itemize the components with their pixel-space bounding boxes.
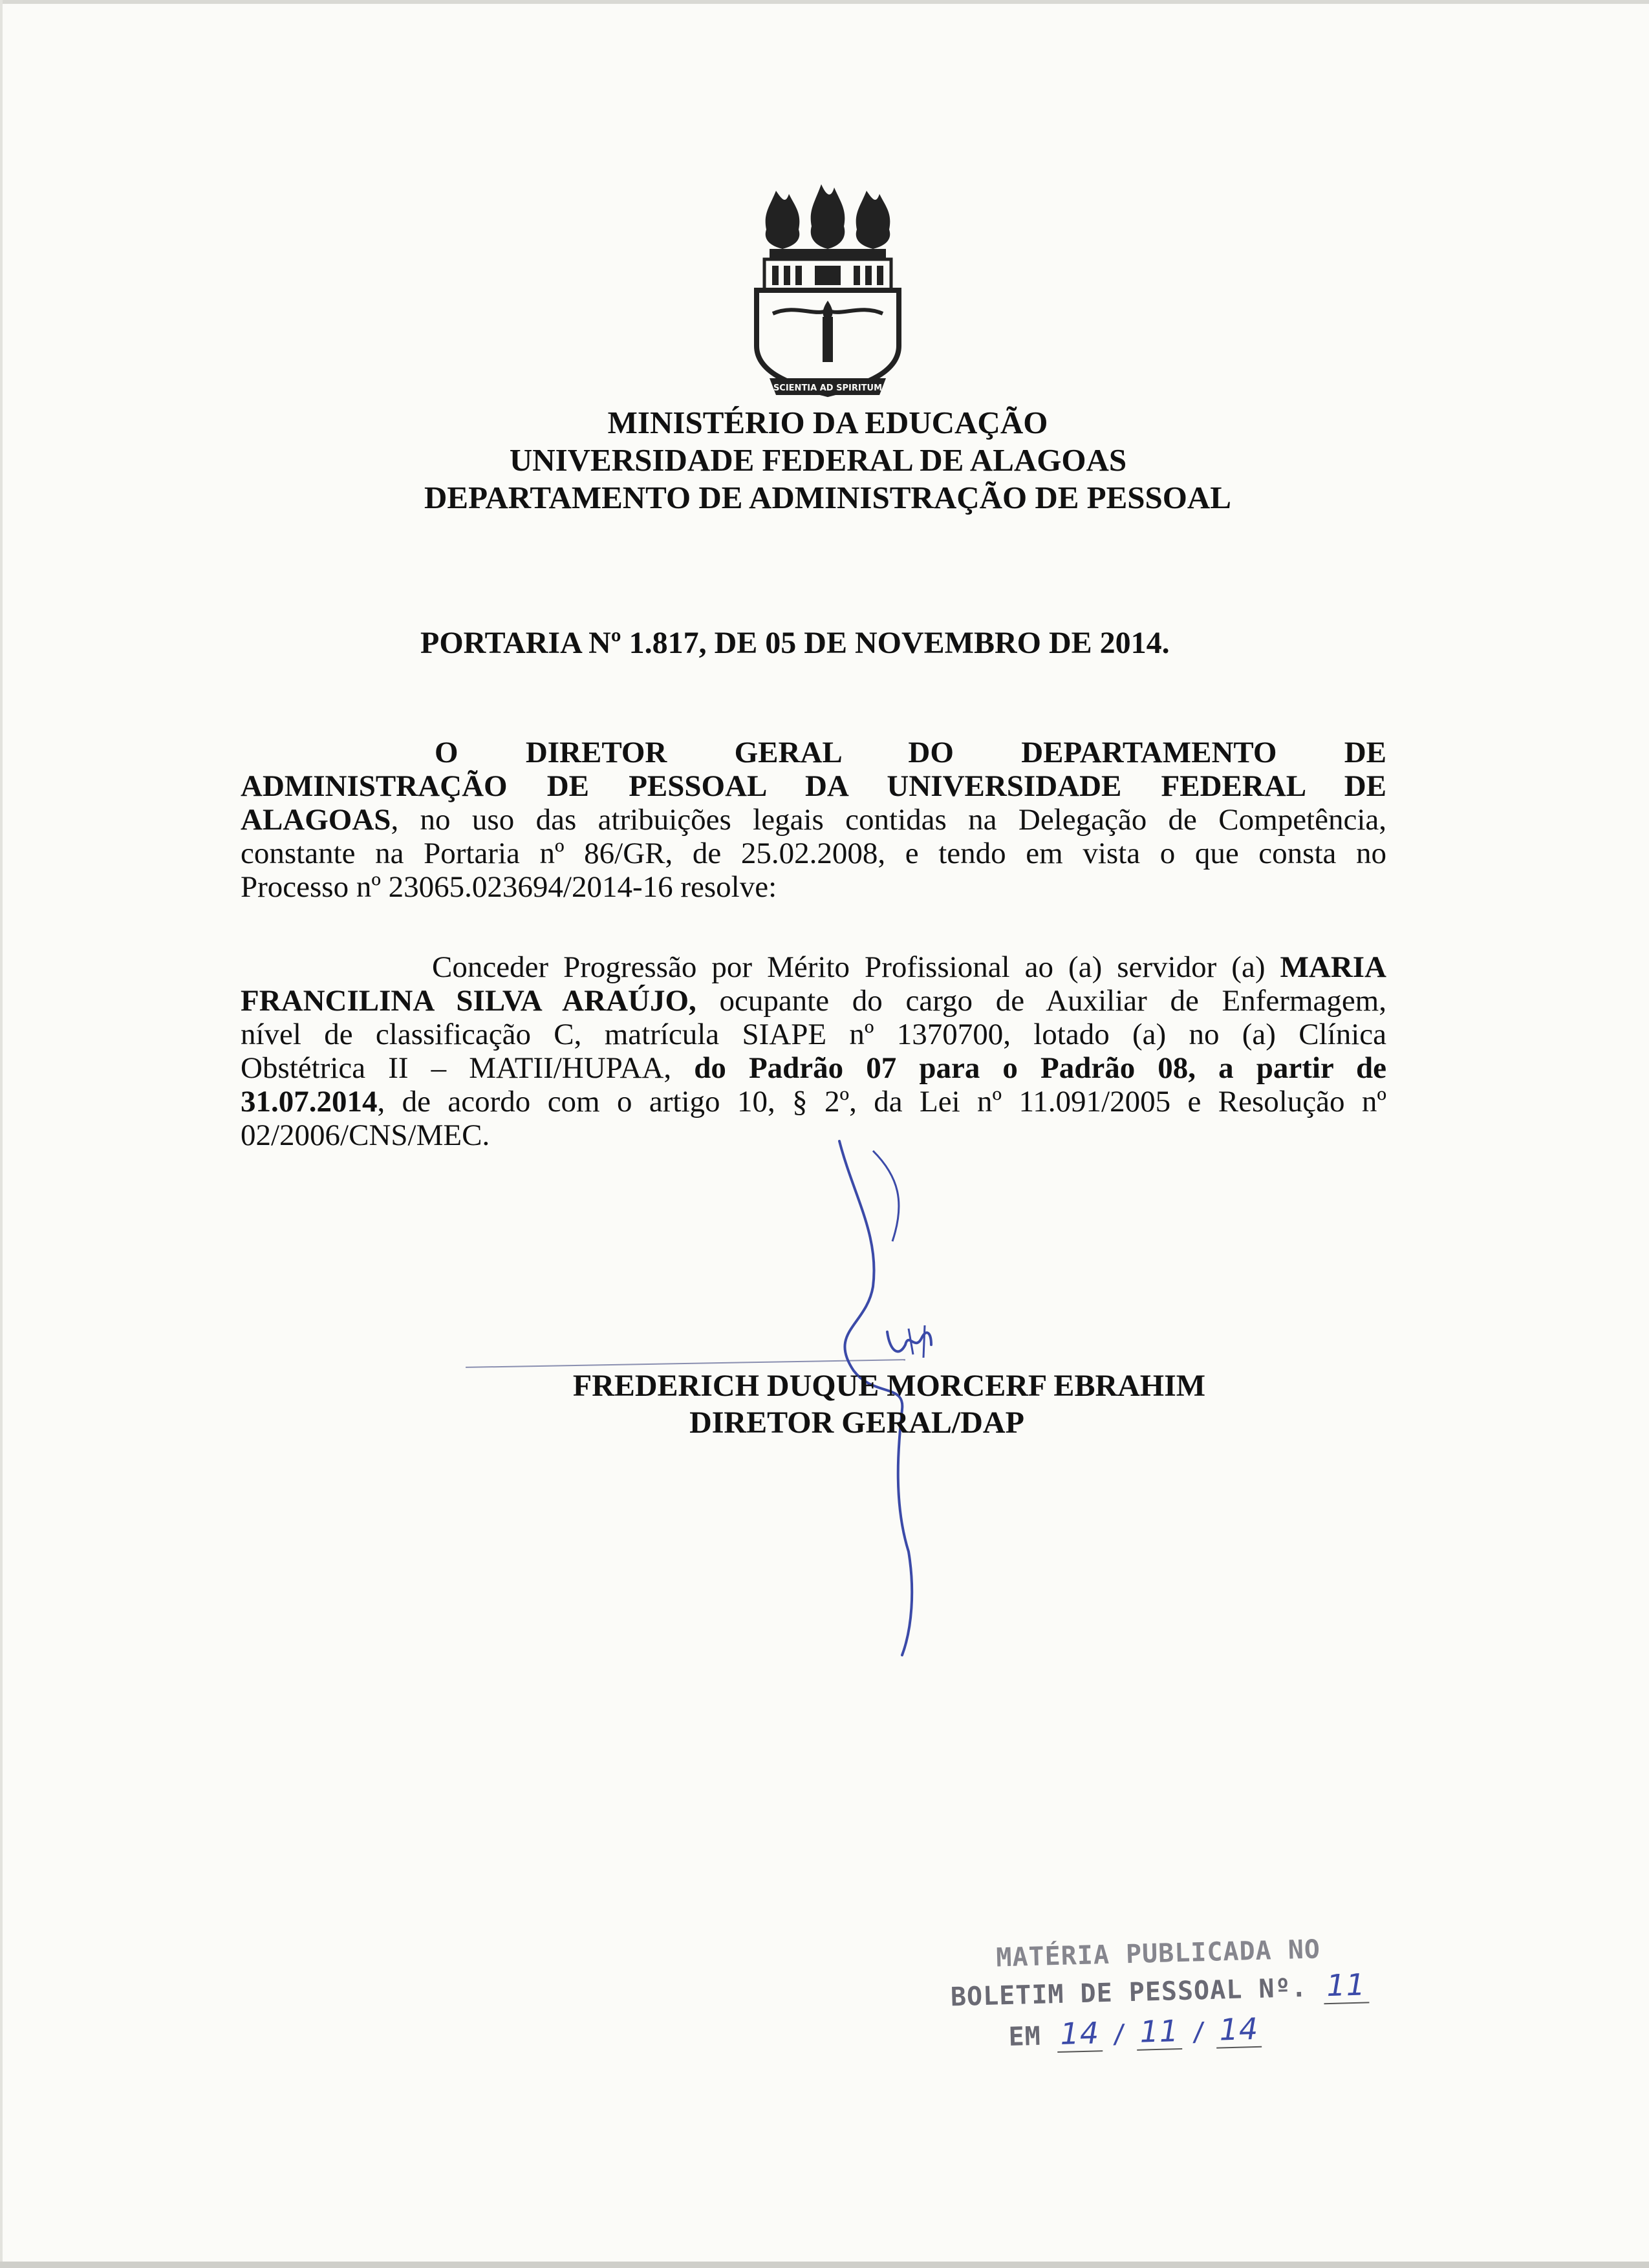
resolution-line-4-text: Obstétrica II – MATII/HUPAA, — [241, 1051, 695, 1085]
university-coat-of-arms-icon — [750, 184, 905, 404]
preamble-line-3-bold: ALAGOAS — [241, 803, 391, 837]
resolution-line-1-bold: MARIA — [1280, 950, 1386, 984]
effective-date: 31.07.2014 — [241, 1085, 378, 1118]
scan-edge-left — [0, 0, 3, 2268]
portaria-title: PORTARIA Nº 1.817, DE 05 DE NOVEMBRO DE 2014. — [420, 626, 1170, 660]
resolution-line-5 — [241, 1085, 1386, 1118]
emblem-motto: SCIENTIA AD SPIRITUM — [773, 383, 883, 393]
publication-stamp — [949, 1934, 1366, 2056]
preamble-line-5: Processo nº 23065.023694/2014-16 resolve: — [241, 870, 777, 904]
resolution-line-2-rest: ocupante do cargo de Auxiliar de Enfermagem, — [696, 984, 1386, 1018]
signature-line — [466, 1359, 905, 1368]
signer-role: DIRETOR GERAL/DAP — [689, 1406, 1024, 1440]
resolution-line-1-text: Conceder Progressão por Mérito Profissional ao (a) servidor (a) — [432, 950, 1280, 984]
stamp-line-3 — [951, 2010, 1314, 2056]
stamp-date-prefix: EM — [1008, 2021, 1042, 2052]
header-department: DEPARTAMENTO DE ADMINISTRAÇÃO DE PESSOAL — [424, 480, 1231, 515]
preamble-line-3 — [241, 803, 1386, 837]
resolution-line-5-rest: , de acordo com o artigo 10, § 2º, da Lei nº 11.091/2005 e Resolução nº — [377, 1085, 1386, 1118]
resolution-line-6: 02/2006/CNS/MEC. — [241, 1118, 490, 1152]
stamp-line-1: MATÉRIA PUBLICADA NO — [995, 1934, 1321, 1973]
resolution-line-4-bold: do Padrão 07 para o Padrão 08, a partir de — [694, 1051, 1386, 1085]
stamp-line-2 — [950, 1967, 1366, 2015]
stamp-line-2-text: BOLETIM DE PESSOAL Nº. — [950, 1973, 1308, 2013]
servant-name: FRANCILINA SILVA ARAÚJO, — [241, 984, 696, 1018]
scan-edge-bottom — [0, 2262, 1649, 2268]
stamp-separator: / — [1111, 2019, 1128, 2049]
signer-block — [0, 1367, 1649, 1441]
scan-edge-top — [0, 0, 1649, 4]
resolution-line-4 — [241, 1051, 1386, 1085]
header-university: UNIVERSIDADE FEDERAL DE ALAGOAS — [509, 442, 1127, 478]
resolution-line-2 — [241, 984, 1386, 1018]
signer-name: FREDERICH DUQUE MORCERF EBRAHIM — [572, 1369, 1206, 1403]
preamble-line-1-text: O DIRETOR GERAL DO DEPARTAMENTO DE — [435, 736, 1386, 769]
resolution-paragraph — [241, 950, 1386, 1152]
stamp-separator: / — [1191, 2017, 1208, 2048]
preamble-paragraph — [241, 736, 1386, 904]
stamp-month: 11 — [1136, 2013, 1182, 2051]
resolution-line-1 — [241, 950, 1386, 984]
document-header — [0, 404, 1649, 517]
stamp-bulletin-number: 11 — [1323, 1967, 1369, 2004]
resolution-line-3: nível de classificação C, matrícula SIAPE nº 1370700, lotado (a) no (a) Clínica — [241, 1018, 1386, 1051]
preamble-line-3-rest: , no uso das atribuições legais contidas na Delegação de Competência, — [391, 803, 1386, 837]
stamp-day: 14 — [1057, 2015, 1103, 2053]
preamble-line-4: constante na Portaria nº 86/GR, de 25.02.2008, e tendo em vista o que consta no — [241, 837, 1386, 870]
preamble-line-1 — [241, 736, 1386, 769]
preamble-line-2: ADMINISTRAÇÃO DE PESSOAL DA UNIVERSIDADE FEDERAL DE — [241, 769, 1386, 803]
stamp-year: 14 — [1216, 2011, 1262, 2049]
header-ministry: MINISTÉRIO DA EDUCAÇÃO — [607, 405, 1048, 440]
